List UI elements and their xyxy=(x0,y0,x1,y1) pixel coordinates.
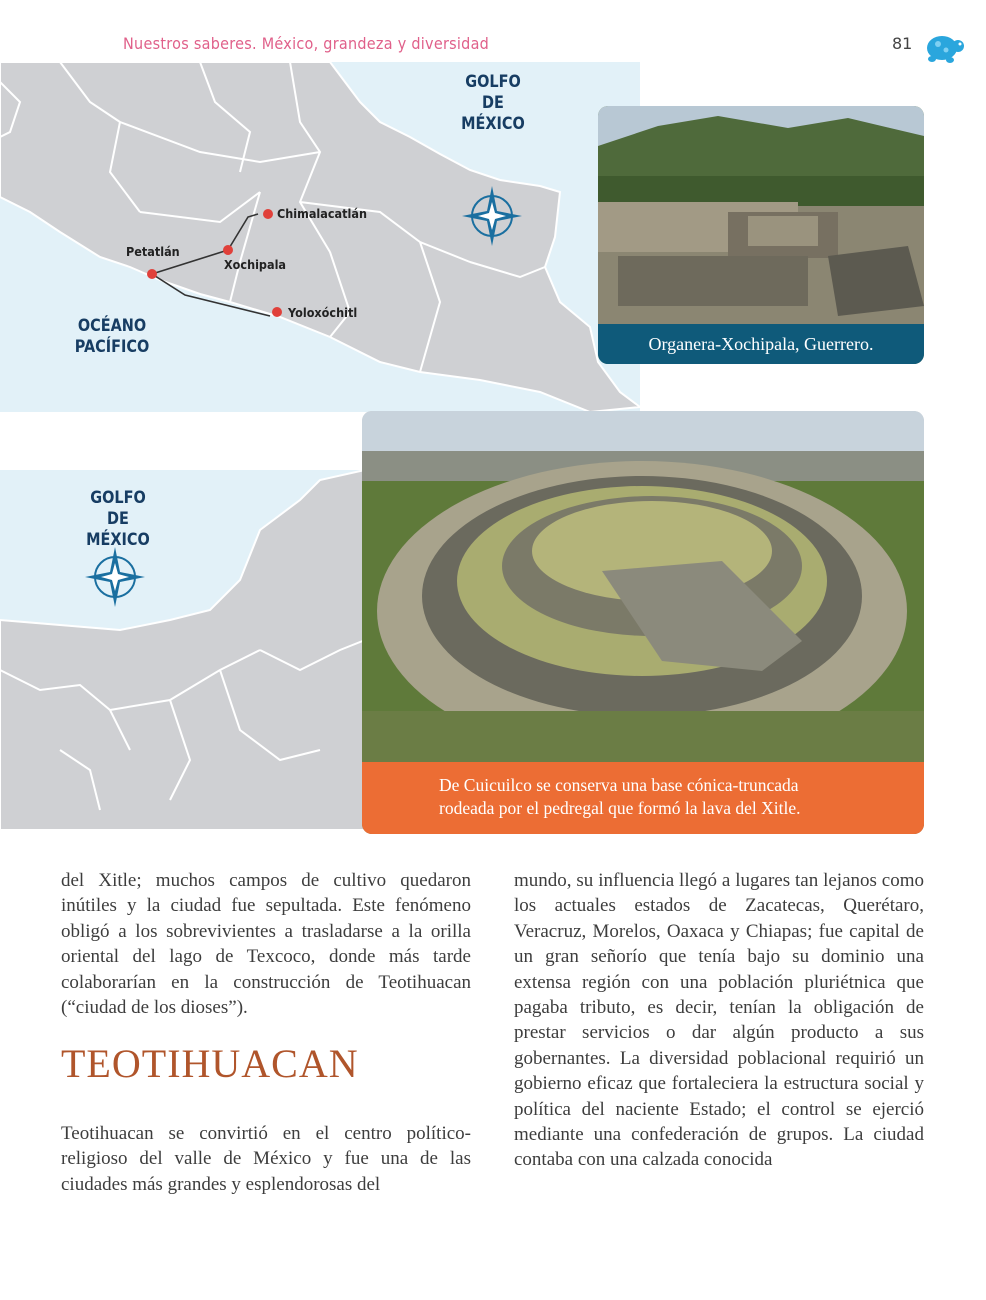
photo-organera-xochipala xyxy=(598,106,924,364)
city-label-chimalacatlan: Chimalacatlán xyxy=(277,206,367,221)
gulf-of-mexico-label-top: GOLFO DE MÉXICO xyxy=(461,72,525,134)
city-label-yoloxochitl: Yoloxóchitl xyxy=(288,305,358,320)
photo-caption-organera: Organera-Xochipala, Guerrero. xyxy=(598,324,924,364)
page-number: 81 xyxy=(892,34,913,53)
city-label-xochipala: Xochipala xyxy=(224,257,287,272)
photo-cuicuilco xyxy=(362,411,924,834)
body-column-right xyxy=(514,868,924,1173)
photo-caption-cuicuilco: De Cuicuilco se conserva una base cónica-truncada rodeada por el pedregal que formó la lava del Xitle. xyxy=(362,762,924,834)
gulf-of-mexico-label-bottom: GOLFO DE MÉXICO xyxy=(86,488,150,550)
paragraph-xitle: del Xitle; muchos campos de cultivo quedaron inútiles y la ciudad fue sepultada. Este fenómeno obligó a los sobrevivientes a trasladarse a la orilla oriental del lago de Texcoco, donde más tarde colaborarían en la construcción de Teotihuacan (“ciudad de los dioses”). xyxy=(61,870,471,1019)
map-central-mexico xyxy=(0,470,365,830)
city-label-petatlan: Petatlán xyxy=(126,244,180,259)
section-title-teotihuacan: TEOTIHUACAN xyxy=(61,1041,359,1086)
pacific-ocean-label: OCÉANO PACÍFICO xyxy=(74,316,150,357)
body-column-left-bottom xyxy=(61,1121,471,1197)
running-title: Nuestros saberes. México, grandeza y diversidad xyxy=(123,34,490,53)
map-southern-mexico xyxy=(0,62,640,412)
body-column-left-top xyxy=(61,868,471,1020)
turtle-mascot-icon xyxy=(920,28,966,66)
paragraph-teotihuacan-influence: mundo, su influencia llegó a lugares tan lejanos como los actuales estados de Zacatecas, Querétaro, Veracruz, Morelos, Oaxaca y Chiapas; fue capital de un gran señorío que tenía bajo su dominio una extensa región con una población pluriétnica que pagaba tributo, es decir, tenían la obligación de prestar servicios o dar algún producto a sus gobernantes. La diversidad poblacional requirió un gobierno eficaz que fortaleciera la estructura social y política del naciente Estado; el control se ejerció mediante una confederación de grupos. La ciudad contaba con una calzada conocida xyxy=(514,870,924,1171)
paragraph-teotihuacan-intro: Teotihuacan se convirtió en el centro político-religioso del valle de México y fue una de las ciudades más grandes y esplendorosas del xyxy=(61,1123,471,1195)
